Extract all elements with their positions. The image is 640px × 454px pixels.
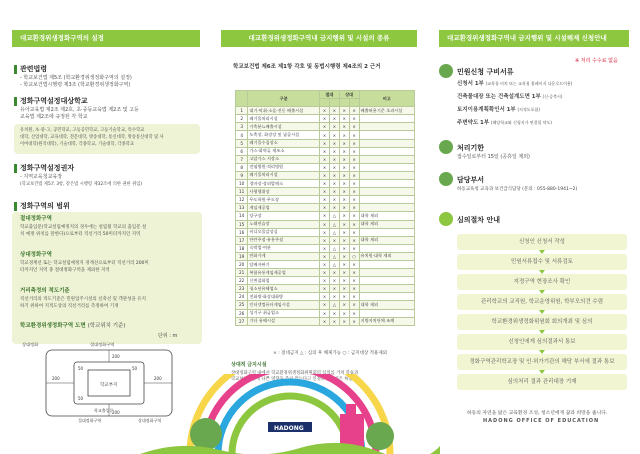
process-step: 지정구역 현장조사 확인 <box>457 274 627 290</box>
prohibited-table <box>235 90 415 326</box>
row-cell: × <box>320 277 330 285</box>
footer-en: HADONG OFFICE OF EDUCATION <box>483 418 600 424</box>
row-label: 폐기물처리시설 <box>248 115 320 123</box>
row-note: 배출허용기준 초과시설 <box>359 107 414 115</box>
row-cell: 14 <box>236 212 248 220</box>
row-label: 비디오물감상실 <box>248 228 320 236</box>
row-cell: × <box>320 188 330 196</box>
row-cell: × <box>349 309 359 317</box>
row-label: 도축장, 화장장 및 납골시설 <box>248 131 320 139</box>
row-cell: 9 <box>236 171 248 179</box>
col-relative: 상대 <box>339 91 359 99</box>
row-note <box>359 196 414 204</box>
admin-title: 정화구역설정권자 <box>14 163 74 173</box>
row-note <box>359 277 414 285</box>
row-cell: × <box>349 244 359 252</box>
process-step: 신청인에게 심의결과서 통보 <box>457 334 627 350</box>
table-row <box>236 171 415 179</box>
row-label: 청소년유해업소 <box>248 285 320 293</box>
row-note <box>359 228 414 236</box>
table-row <box>236 107 415 115</box>
docs-title: 민원신청 구비서류 <box>457 68 514 76</box>
table-row <box>236 260 415 268</box>
tree-right <box>366 422 394 450</box>
row-label: 무도학원·무도장 <box>248 196 320 204</box>
row-cell: × <box>349 228 359 236</box>
row-cell: × <box>349 188 359 196</box>
table-caption: 학교보건법 제6조 제1항 각호 및 동법시행령 제4조의 2 근거 <box>233 64 381 70</box>
row-cell: △ <box>329 228 339 236</box>
law-item-1: - 학교보건법 제5조 (학교환경위생정화구역의 설정) <box>20 75 132 81</box>
row-cell: × <box>329 293 339 301</box>
panel3-header: 대교환경위생정화구역내 금지행위 및 시설해제 신청안내 <box>439 30 629 47</box>
row-cell: × <box>320 107 330 115</box>
row-cell: × <box>349 196 359 204</box>
admin-item-1: - 지역교육청교육장 <box>20 174 63 180</box>
row-cell: × <box>349 285 359 293</box>
row-cell: × <box>339 163 349 171</box>
row-cell: 17 <box>236 236 248 244</box>
row-cell: 20 <box>236 260 248 268</box>
row-cell: × <box>329 171 339 179</box>
table-row <box>236 131 415 139</box>
row-cell: × <box>339 220 349 228</box>
row-cell: × <box>320 244 330 252</box>
relative-text-1: 학교경계선 또는 학교설립예정지 경계선으로부터 직선거리 200미 <box>20 261 149 266</box>
row-cell: × <box>339 228 349 236</box>
row-cell: × <box>339 147 349 155</box>
row-note: 대학 제외 <box>359 220 414 228</box>
row-label: 가스·화약류 제조소 <box>248 147 320 155</box>
school-list-2: 대학, 산업대학, 교육대학, 전문대학, 방송대학, 통신대학, 방송통신대학 및 사 <box>20 135 164 140</box>
relative-label: 상대정화 <box>22 342 39 347</box>
row-label: 당구장 <box>248 212 320 220</box>
row-cell: × <box>349 236 359 244</box>
row-cell: 22 <box>236 277 248 285</box>
fee-note: ※ 처리 수수료 없음 <box>575 58 618 64</box>
row-note <box>359 171 414 179</box>
row-cell: × <box>339 269 349 277</box>
absolute-title: 절대정화구역 <box>20 216 52 222</box>
row-cell: × <box>339 244 349 252</box>
row-cell: × <box>320 285 330 293</box>
doc-item: 주변약도 1부 (해당학교와 신청지가 연결될 약도) <box>457 120 552 126</box>
row-cell: × <box>349 293 359 301</box>
row-cell: × <box>320 115 330 123</box>
table-row <box>236 252 415 260</box>
row-note: 대학 제외 <box>359 236 414 244</box>
row-cell: × <box>349 115 359 123</box>
row-cell: × <box>339 155 349 163</box>
row-cell: × <box>349 123 359 131</box>
tree-left <box>190 418 222 450</box>
row-note <box>359 155 414 163</box>
row-cell: 8 <box>236 163 248 171</box>
dist-200-top: 200 <box>112 354 120 359</box>
row-cell: 1 <box>236 107 248 115</box>
row-cell: × <box>320 204 330 212</box>
row-cell: × <box>329 163 339 171</box>
row-cell: × <box>320 155 330 163</box>
row-cell: × <box>329 139 339 147</box>
row-cell: × <box>320 236 330 244</box>
row-cell: × <box>349 212 359 220</box>
row-cell: × <box>349 204 359 212</box>
process-step: 관리학교의 교직원, 학교운영위원, 학부모의견 수렴 <box>457 294 627 310</box>
row-label: 만화가게 <box>248 252 320 260</box>
row-label: 숙박업·여관 <box>248 244 320 252</box>
table-row <box>236 277 415 285</box>
process-step: 민원서류접수 및 서류검토 <box>457 254 627 270</box>
document-icon <box>439 64 453 78</box>
dist-50-c: 50 <box>78 396 84 401</box>
note-text-1: 상대정화구역 내에서 학교환경위생정화위원회의 심의를 거쳐 학습과 <box>231 371 359 376</box>
row-cell: △ <box>329 301 339 309</box>
row-cell: × <box>349 220 359 228</box>
department-icon <box>439 172 453 186</box>
row-note <box>359 260 414 268</box>
absolute-label: 절대정화구역 <box>90 342 115 347</box>
row-cell: × <box>320 228 330 236</box>
row-cell: × <box>339 293 349 301</box>
table-row <box>236 204 415 212</box>
row-cell: × <box>349 171 359 179</box>
period-text: 접수일로부터 15일 (공휴일 제외) <box>457 154 530 160</box>
diagram-title: 학교환경위생정화구역 도면 (학교위치 기준) <box>20 323 126 329</box>
clock-icon <box>439 140 453 154</box>
row-cell: × <box>320 131 330 139</box>
doc-item: 건축물대장 또는 건축설계도면 1부 (신·증축시) <box>457 94 563 100</box>
row-cell: × <box>329 204 339 212</box>
row-cell: × <box>339 131 349 139</box>
table-legend: × : 절대금지 △ : 심의 후 해제가능 ○ : 금지대상 적용제외 <box>273 351 388 356</box>
row-label: 성기구 취급업소 <box>248 309 320 317</box>
row-cell: × <box>339 309 349 317</box>
row-cell: × <box>339 260 349 268</box>
row-cell: × <box>349 260 359 268</box>
row-cell: × <box>339 212 349 220</box>
row-cell: 16 <box>236 228 248 236</box>
row-cell: × <box>320 260 330 268</box>
process-title: 심의절차 안내 <box>457 216 501 224</box>
col-absolute: 절대 <box>320 91 340 99</box>
row-cell: × <box>349 301 359 309</box>
table-row <box>236 188 415 196</box>
row-label: 사행행위장 <box>248 188 320 196</box>
relative-label-2: 상대정화구역 <box>138 418 162 423</box>
distance-text-1: 직선거리의 적도기준은 민원업주시설의 신축선 및 객관성을 유지 <box>20 297 146 302</box>
row-cell: × <box>329 285 339 293</box>
table-row <box>236 228 415 236</box>
admin-item-2: (학교보건법 제5조 3항, 같은법 시행령 제32조에 의한 권한 위임) <box>20 182 143 187</box>
table-row <box>236 139 415 147</box>
row-label: 노래연습장 <box>248 220 320 228</box>
school-desc-1: 유아교육법 제2조 제2호, 초·중등교육법 제2조 및 고등 <box>20 107 139 113</box>
row-cell: 13 <box>236 204 248 212</box>
row-cell: × <box>349 163 359 171</box>
row-cell: × <box>339 115 349 123</box>
row-label: 담배자판기 <box>248 260 320 268</box>
row-cell: 5 <box>236 139 248 147</box>
row-label: 단란주점·유흥주점 <box>248 236 320 244</box>
doc-item: 신청서 1부 (교육청 비치 또는 교육청 홈페이지 다운로드이용) <box>457 81 573 87</box>
school-list-1: 유치원, 초·중·고, 공민학교, 고등공민학교, 고등기술학교, 특수학교 <box>20 128 145 133</box>
relative-text-2: 터까지인 지역 중 절대정화구역을 제외한 지역 <box>20 268 110 273</box>
relative-title: 상대정화구역 <box>20 252 52 258</box>
row-label: 기타 유해시설 <box>248 317 320 325</box>
school-list-3: 이버대학(원격대학), 기술대학, 각종학교, 기술대학, 각종학교 <box>20 142 134 147</box>
row-cell: × <box>339 277 349 285</box>
table-row <box>236 115 415 123</box>
row-cell: × <box>329 147 339 155</box>
row-cell: × <box>349 277 359 285</box>
row-cell: × <box>329 236 339 244</box>
row-cell: × <box>329 155 339 163</box>
row-cell: × <box>320 269 330 277</box>
row-cell: × <box>349 317 359 325</box>
contact-text: 하동교육청 교육과 보건급식담당 (문의 : 055-880-1941~2) <box>457 187 578 192</box>
row-cell: × <box>329 196 339 204</box>
row-cell: 15 <box>236 220 248 228</box>
row-cell: × <box>320 220 330 228</box>
row-label: 인터넷컴퓨터게임시설 <box>248 301 320 309</box>
table-row <box>236 269 415 277</box>
row-cell: × <box>339 188 349 196</box>
row-note: 지방자치단체 조례 <box>359 317 414 325</box>
row-cell: × <box>349 131 359 139</box>
row-cell: 18 <box>236 244 248 252</box>
table-row <box>236 147 415 155</box>
col-type: 구분 <box>248 91 320 107</box>
row-cell: × <box>329 180 339 188</box>
row-cell: 24 <box>236 293 248 301</box>
table-row <box>236 285 415 293</box>
row-note <box>359 147 414 155</box>
row-note <box>359 131 414 139</box>
row-cell: 19 <box>236 252 248 260</box>
row-note <box>359 123 414 131</box>
school-label: 학교부지 <box>100 383 118 388</box>
row-note <box>359 244 414 252</box>
row-cell: 21 <box>236 269 248 277</box>
row-cell: 7 <box>236 155 248 163</box>
row-cell: × <box>320 252 330 260</box>
row-cell: × <box>320 293 330 301</box>
dist-200-right: 200 <box>154 376 162 381</box>
table-row <box>236 293 415 301</box>
row-cell: × <box>320 301 330 309</box>
contact-title: 담당부서 <box>457 176 485 184</box>
row-cell: 4 <box>236 131 248 139</box>
table-row <box>236 309 415 317</box>
row-label: 전염병원·격리병원 <box>248 163 320 171</box>
row-cell: × <box>339 252 349 260</box>
row-cell: × <box>329 269 339 277</box>
dist-200-bottom: 200 <box>112 410 120 415</box>
note-text-2: 학교보건위생에 나쁜 영향을 주지 않는다고 인정하는 시설은 허용 <box>231 377 353 382</box>
row-cell: 23 <box>236 285 248 293</box>
note-title: 상대적 금지시설 <box>231 362 267 368</box>
table-row <box>236 196 415 204</box>
row-label: 전화방·화상대화방 <box>248 293 320 301</box>
table-row <box>236 123 415 131</box>
table-row <box>236 212 415 220</box>
process-step: 정화구역관리학교장 및 인·허가기관의 해당 부서에 결과 통보 <box>457 354 627 370</box>
row-note <box>359 293 414 301</box>
panel2-header: 대교환경위생정화구역내 금지행위 및 시설의 종류 <box>221 30 417 47</box>
row-cell: × <box>320 196 330 204</box>
row-label: 복합유통게임제공업 <box>248 269 320 277</box>
row-cell: 3 <box>236 123 248 131</box>
row-label: 게임제공업 <box>248 204 320 212</box>
col-note: 비고 <box>359 91 414 107</box>
row-note <box>359 115 414 123</box>
school-title: 정화구역설정대상학교 <box>14 96 88 106</box>
table-row <box>236 244 415 252</box>
row-cell: 11 <box>236 188 248 196</box>
absolute-text-1: 학교출입문(학교설립예정지의 경우에는 설립될 학교의 출입문 설 <box>20 225 147 230</box>
row-note: 대학 제외 <box>359 301 414 309</box>
row-note <box>359 285 414 293</box>
row-cell: △ <box>329 212 339 220</box>
absolute-label-2: 절대정화구역 <box>78 418 102 423</box>
row-cell: 27 <box>236 317 248 325</box>
row-cell: △ <box>329 220 339 228</box>
range-title: 정화구역의 범위 <box>14 201 70 211</box>
row-cell: × <box>339 171 349 179</box>
dist-50-a: 50 <box>78 366 84 371</box>
row-label: 경마장·장외발매소 <box>248 180 320 188</box>
row-note <box>359 204 414 212</box>
school-desc-2: 교육법 제2조에 규정된 각 학교 <box>20 114 88 120</box>
doc-item: 토지이용계획확인서 1부 (지적도포함) <box>457 107 540 113</box>
row-cell: × <box>320 147 330 155</box>
row-cell: △ <box>329 244 339 252</box>
row-cell: × <box>339 180 349 188</box>
row-label: 폐기물처리시설 <box>248 171 320 179</box>
row-cell: × <box>320 317 330 325</box>
row-cell: × <box>349 180 359 188</box>
row-note <box>359 309 414 317</box>
row-cell: 2 <box>236 115 248 123</box>
row-cell: × <box>329 107 339 115</box>
row-label: 대기·악취·소음·진동 배출시설 <box>248 107 320 115</box>
row-cell: × <box>349 139 359 147</box>
row-note <box>359 139 414 147</box>
row-cell: 10 <box>236 180 248 188</box>
row-cell: ○ <box>349 252 359 260</box>
row-cell: × <box>339 123 349 131</box>
row-note <box>359 163 414 171</box>
row-cell: 26 <box>236 309 248 317</box>
row-cell: × <box>349 147 359 155</box>
row-cell: × <box>329 123 339 131</box>
row-note: 대학 제외 <box>359 212 414 220</box>
row-cell: × <box>339 301 349 309</box>
row-cell: × <box>329 277 339 285</box>
table-row <box>236 236 415 244</box>
law-item-2: - 학교보건법시행령 제3조 (학교환경위생정화구역) <box>20 82 131 88</box>
row-cell: × <box>320 171 330 179</box>
row-label: 고압가스 저장소 <box>248 155 320 163</box>
row-note <box>359 269 414 277</box>
row-cell: × <box>329 317 339 325</box>
row-cell: × <box>339 317 349 325</box>
panel1-header: 대교환경위생정화구역의 설정 <box>12 30 200 47</box>
table-row <box>236 301 415 309</box>
row-cell: × <box>349 155 359 163</box>
table-row <box>236 180 415 188</box>
row-cell: × <box>339 196 349 204</box>
table-row <box>236 155 415 163</box>
panel-application <box>427 0 640 454</box>
table-row <box>236 163 415 171</box>
row-cell: × <box>339 204 349 212</box>
gear-icon <box>439 212 453 226</box>
row-cell: × <box>339 236 349 244</box>
row-cell: × <box>320 139 330 147</box>
row-cell: × <box>349 107 359 115</box>
period-title: 처리기한 <box>457 144 485 152</box>
gate-label: 학교출입문 <box>94 408 114 413</box>
row-cell: △ <box>329 252 339 260</box>
row-label: 폐기물수집장소 <box>248 139 320 147</box>
dist-200-left: 200 <box>52 376 60 381</box>
row-cell: × <box>320 309 330 317</box>
row-cell: × <box>329 115 339 123</box>
row-cell: × <box>320 180 330 188</box>
process-step: 학교환경위생정화위원회 회의개최 및 심의 <box>457 314 627 330</box>
row-cell: × <box>329 309 339 317</box>
footer-text: 하동의 자연을 닮은 교육환경 조성, 청소년에게 꿈과 희망을 줍니다. <box>467 411 608 416</box>
table-row <box>236 317 415 325</box>
landscape-illustration <box>140 374 440 454</box>
row-note: 유치원·대학 제외 <box>359 252 414 260</box>
row-note <box>359 180 414 188</box>
row-cell: 12 <box>236 196 248 204</box>
row-cell: × <box>320 212 330 220</box>
row-note <box>359 188 414 196</box>
distance-text-2: 하기 위하여 지적도상의 직선거리를 측정하여 기재 <box>20 304 119 309</box>
process-step: 신청인 신청서 작성 <box>457 234 627 250</box>
row-cell: × <box>329 188 339 196</box>
row-cell: △ <box>329 260 339 268</box>
row-cell: × <box>349 269 359 277</box>
process-step: 심의처리 결과 관리대장 기재 <box>457 374 627 390</box>
row-cell: × <box>339 107 349 115</box>
row-cell: 25 <box>236 301 248 309</box>
svg-text:HADONG: HADONG <box>274 425 304 432</box>
row-cell: × <box>329 131 339 139</box>
law-title: 관련법령 <box>14 64 47 74</box>
row-cell: 6 <box>236 147 248 155</box>
row-cell: × <box>320 123 330 131</box>
row-label: 신변잡화업 <box>248 277 320 285</box>
row-cell: × <box>339 285 349 293</box>
absolute-text-2: 치 예정 위치를 말한다)으로부터 직선거리 50미터까지인 지역 <box>20 232 141 237</box>
distance-title: 거리측정의 적도기준 <box>20 288 70 294</box>
table-row <box>236 220 415 228</box>
row-label: 가축분뇨배출시설 <box>248 123 320 131</box>
row-cell: × <box>320 163 330 171</box>
row-cell: × <box>339 139 349 147</box>
unit-label: 단위 : m <box>158 333 178 339</box>
dist-50-b: 50 <box>132 366 138 371</box>
